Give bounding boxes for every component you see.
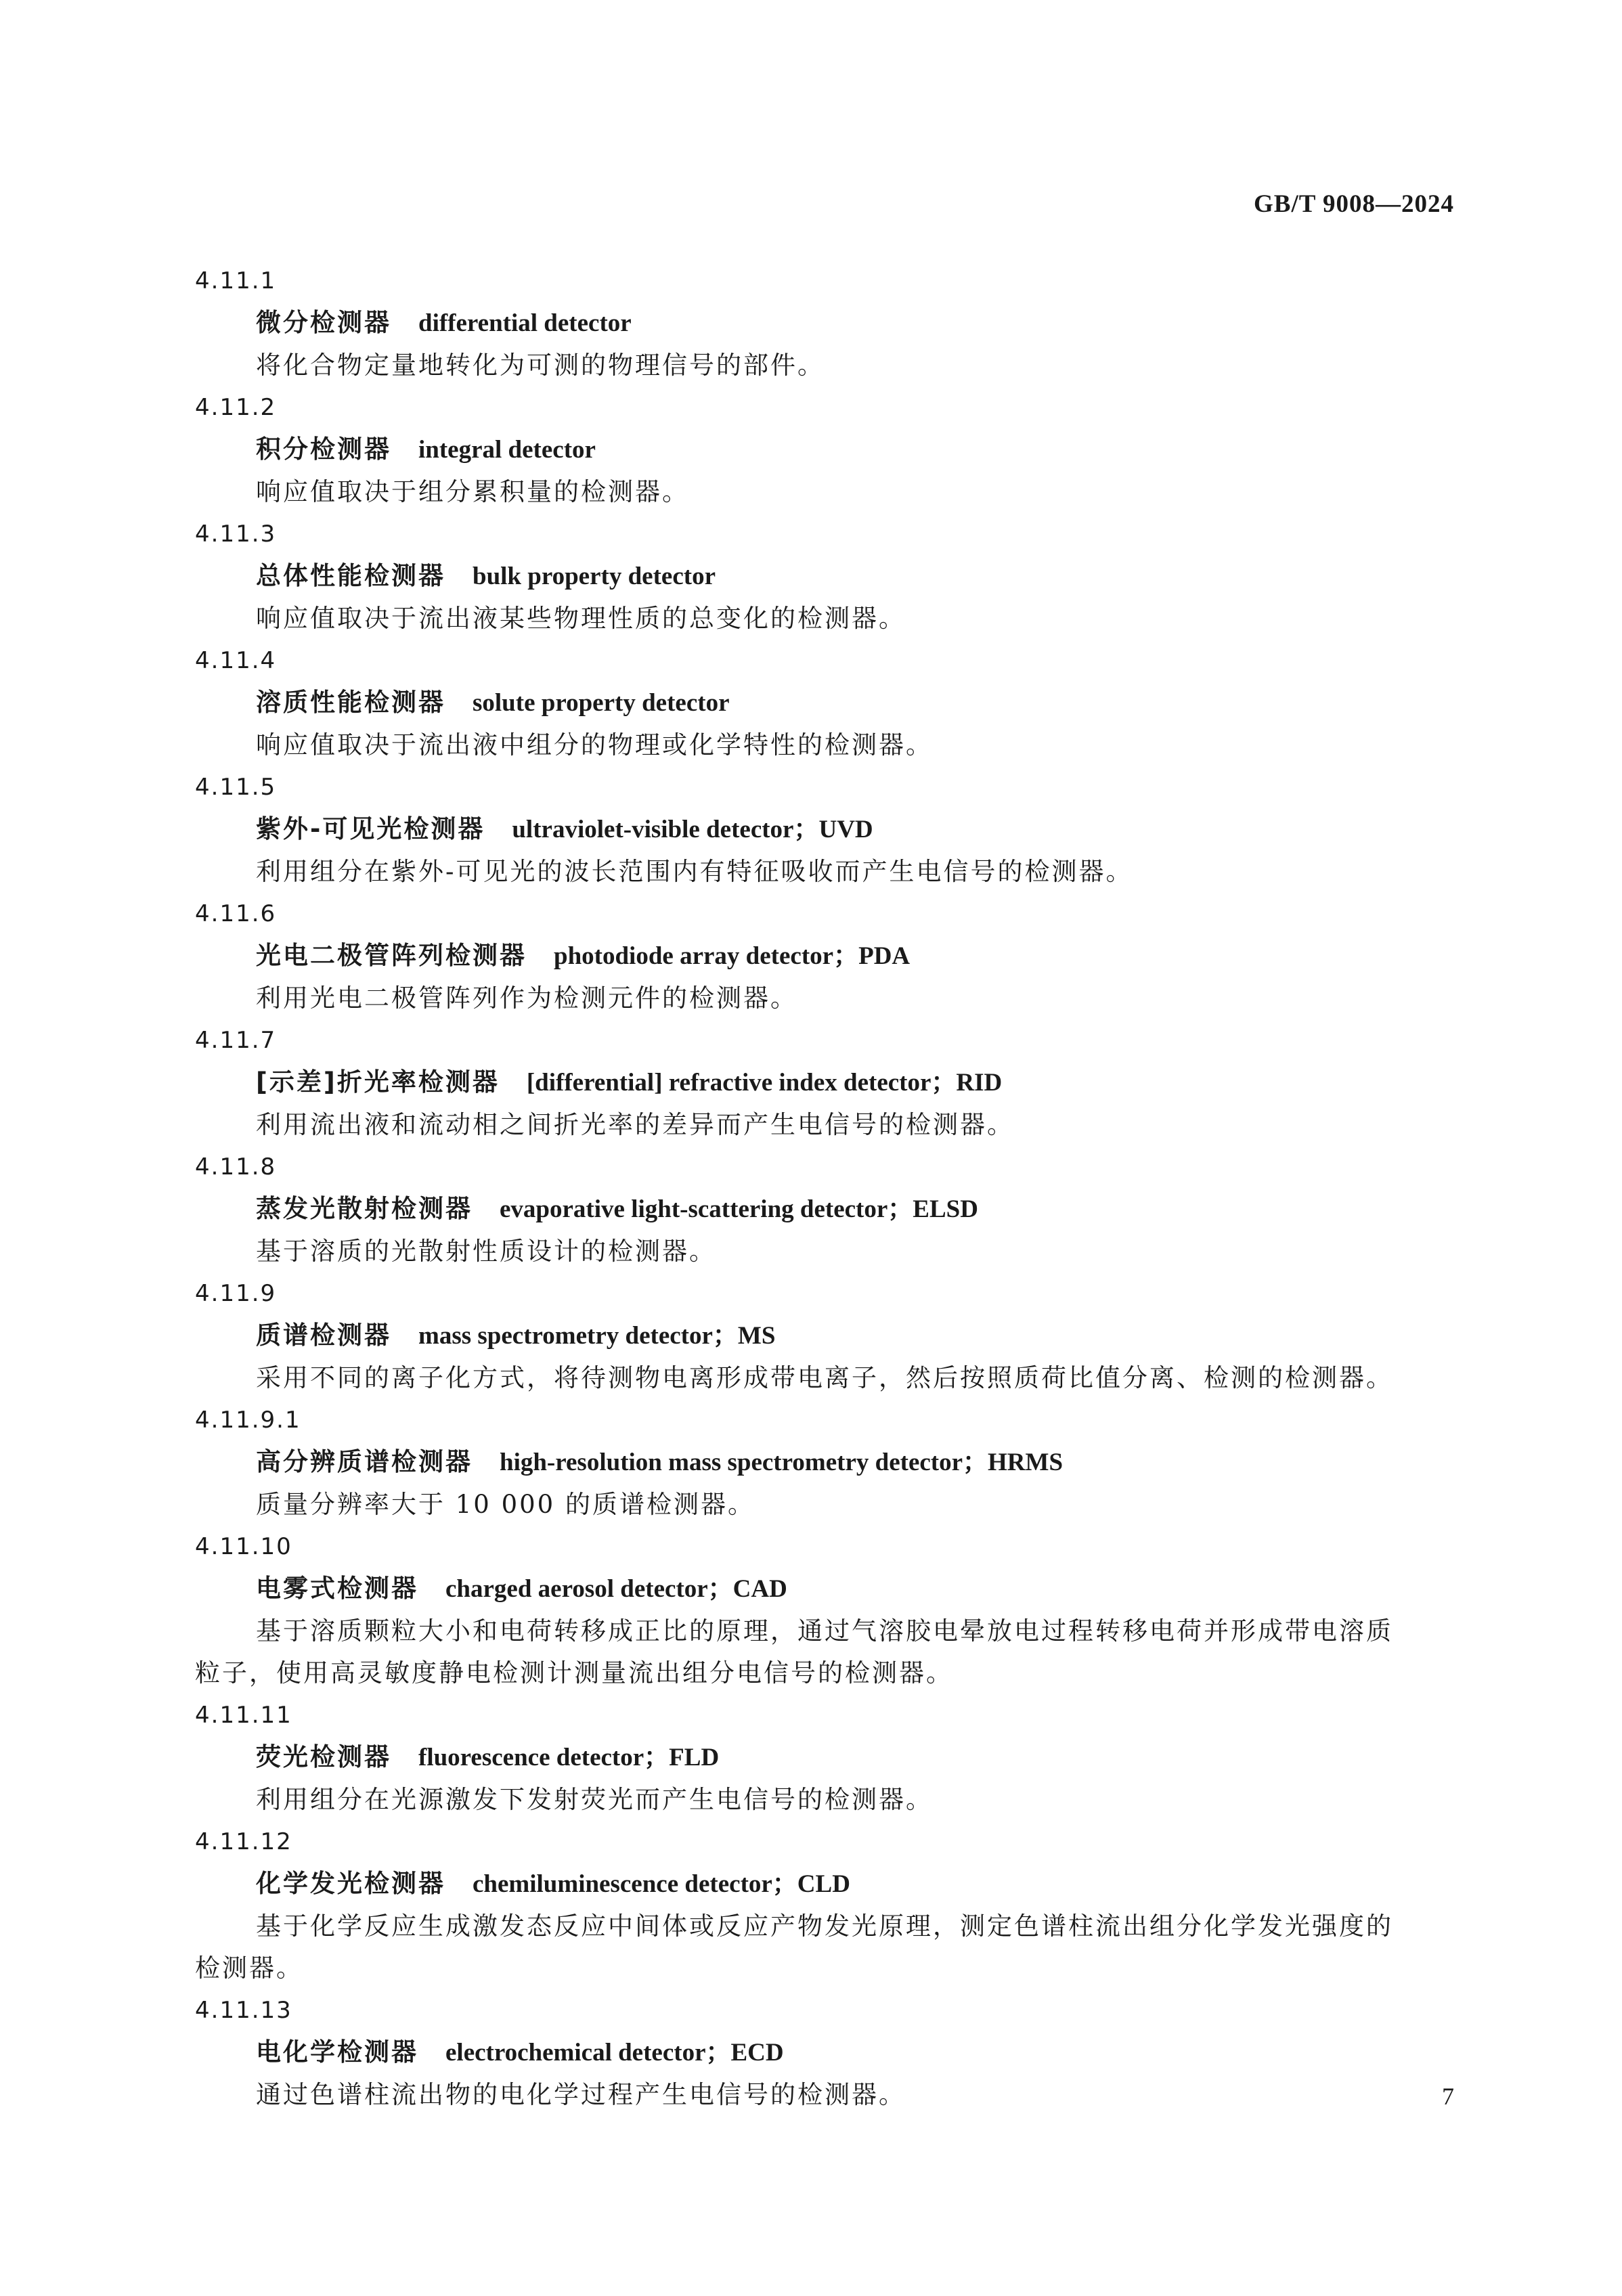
term-entry-4-11-13 <box>195 1989 1455 2116</box>
term-en: mass spectrometry detector；MS <box>418 1322 776 1350</box>
term-entry-4-11-10 <box>195 1526 1455 1694</box>
entry-definition: 将化合物定量地转化为可测的物理信号的部件。 <box>256 351 825 380</box>
entry-term <box>195 808 1455 851</box>
term-entry-4-11-12 <box>195 1821 1455 1989</box>
term-entry-4-11-8 <box>195 1146 1455 1273</box>
entry-definition: 利用组分在光源激发下发射荧光而产生电信号的检测器。 <box>256 1785 933 1814</box>
entry-number: 4.11.5 <box>195 774 277 801</box>
entry-definition: 利用组分在紫外-可见光的波长范围内有特征吸收而产生电信号的检测器。 <box>256 857 1133 886</box>
term-zh: 微分检测器 <box>256 308 391 337</box>
entry-number: 4.11.3 <box>195 521 277 548</box>
entry-number: 4.11.7 <box>195 1027 277 1054</box>
term-en: electrochemical detector；ECD <box>445 2039 784 2067</box>
term-entry-4-11-1 <box>195 260 1455 387</box>
term-zh: 紫外-可见光检测器 <box>256 814 485 843</box>
entry-definition: 采用不同的离子化方式，将待测物电离形成带电离子，然后按照质荷比值分离、检测的检测器。 <box>256 1363 1393 1392</box>
term-zh: 蒸发光散射检测器 <box>256 1194 473 1223</box>
term-en: charged aerosol detector；CAD <box>445 1575 787 1603</box>
entry-definition: 响应值取决于流出液中组分的物理或化学特性的检测器。 <box>256 730 933 759</box>
entry-term <box>195 2031 1455 2074</box>
term-entry-4-11-4 <box>195 640 1455 766</box>
entry-definition: 利用流出液和流动相之间折光率的差异而产生电信号的检测器。 <box>256 1110 1014 1139</box>
entry-definition: 响应值取决于组分累积量的检测器。 <box>256 477 689 506</box>
term-zh: [示差]折光率检测器 <box>256 1067 500 1097</box>
term-en: chemiluminescence detector；CLD <box>473 1870 850 1898</box>
term-zh: 积分检测器 <box>256 435 391 464</box>
entry-term <box>195 1736 1455 1779</box>
term-zh: 总体性能检测器 <box>256 561 445 590</box>
term-entry-4-11-7 <box>195 1019 1455 1146</box>
standard-code: GB/T 9008—2024 <box>1254 190 1454 218</box>
entry-term <box>195 935 1455 977</box>
term-en: photodiode array detector；PDA <box>554 942 911 970</box>
entry-number: 4.11.1 <box>195 267 277 294</box>
term-zh: 荧光检测器 <box>256 1742 391 1771</box>
entry-term <box>195 1315 1455 1357</box>
term-zh: 质谱检测器 <box>256 1321 391 1350</box>
term-en: ultraviolet-visible detector；UVD <box>512 816 873 843</box>
entry-number: 4.11.2 <box>195 394 277 421</box>
term-en: [differential] refractive index detector；RID <box>526 1069 1003 1097</box>
entry-number: 4.11.10 <box>195 1533 292 1560</box>
entry-term <box>195 1568 1455 1610</box>
term-zh: 化学发光检测器 <box>256 1869 445 1898</box>
term-en: bulk property detector <box>473 562 716 590</box>
entry-number: 4.11.9 <box>195 1280 277 1307</box>
term-zh: 溶质性能检测器 <box>256 688 445 717</box>
entry-term <box>195 682 1455 724</box>
entry-number: 4.11.9.1 <box>195 1407 301 1434</box>
entry-definition: 利用光电二极管阵列作为检测元件的检测器。 <box>256 984 797 1013</box>
entry-number: 4.11.13 <box>195 1997 292 2024</box>
term-entry-4-11-6 <box>195 893 1455 1019</box>
entry-term <box>195 1441 1455 1484</box>
page-number: 7 <box>1442 2083 1454 2110</box>
entry-definition-continued: 粒子，使用高灵敏度静电检测计测量流出组分电信号的检测器。 <box>195 1658 953 1687</box>
term-en: differential detector <box>418 309 632 337</box>
term-entry-4-11-3 <box>195 513 1455 640</box>
term-entry-4-11-9 <box>195 1273 1455 1399</box>
entry-term <box>195 1863 1455 1905</box>
entry-term <box>195 555 1455 598</box>
term-zh: 电化学检测器 <box>256 2037 418 2067</box>
entry-definition: 响应值取决于流出液某些物理性质的总变化的检测器。 <box>256 604 906 633</box>
term-en: high-resolution mass spectrometry detector；HRMS <box>500 1449 1064 1476</box>
entry-definition: 基于溶质的光散射性质设计的检测器。 <box>256 1237 716 1266</box>
entry-number: 4.11.6 <box>195 900 277 927</box>
entry-definition: 通过色谱柱流出物的电化学过程产生电信号的检测器。 <box>256 2080 906 2109</box>
term-en: fluorescence detector；FLD <box>418 1744 720 1771</box>
entry-number: 4.11.8 <box>195 1153 277 1180</box>
term-zh: 光电二极管阵列检测器 <box>256 941 527 970</box>
term-en: solute property detector <box>473 689 730 717</box>
term-entry-4-11-11 <box>195 1694 1455 1821</box>
entry-number: 4.11.4 <box>195 647 277 674</box>
entry-definition: 质量分辨率大于 10 000 的质谱检测器。 <box>256 1490 755 1519</box>
entry-definition: 基于化学反应生成激发态反应中间体或反应产物发光原理，测定色谱柱流出组分化学发光强度的 <box>256 1912 1393 1941</box>
term-en: integral detector <box>418 436 596 464</box>
term-zh: 高分辨质谱检测器 <box>256 1447 473 1476</box>
term-entry-4-11-2 <box>195 387 1455 513</box>
entry-term <box>195 428 1455 471</box>
term-entry-4-11-5 <box>195 766 1455 893</box>
term-entry-4-11-9-1 <box>195 1399 1455 1526</box>
entry-number: 4.11.11 <box>195 1702 292 1729</box>
entry-term <box>195 1061 1455 1104</box>
term-zh: 电雾式检测器 <box>256 1574 418 1603</box>
entry-definition-continued: 检测器。 <box>195 1953 303 1983</box>
term-en: evaporative light-scattering detector；ELSD <box>500 1195 978 1223</box>
entry-definition: 基于溶质颗粒大小和电荷转移成正比的原理，通过气溶胶电晕放电过程转移电荷并形成带电溶质 <box>256 1616 1393 1646</box>
entry-term <box>195 302 1455 345</box>
entry-term <box>195 1188 1455 1231</box>
entry-number: 4.11.12 <box>195 1828 292 1855</box>
term-list <box>195 260 1455 2116</box>
